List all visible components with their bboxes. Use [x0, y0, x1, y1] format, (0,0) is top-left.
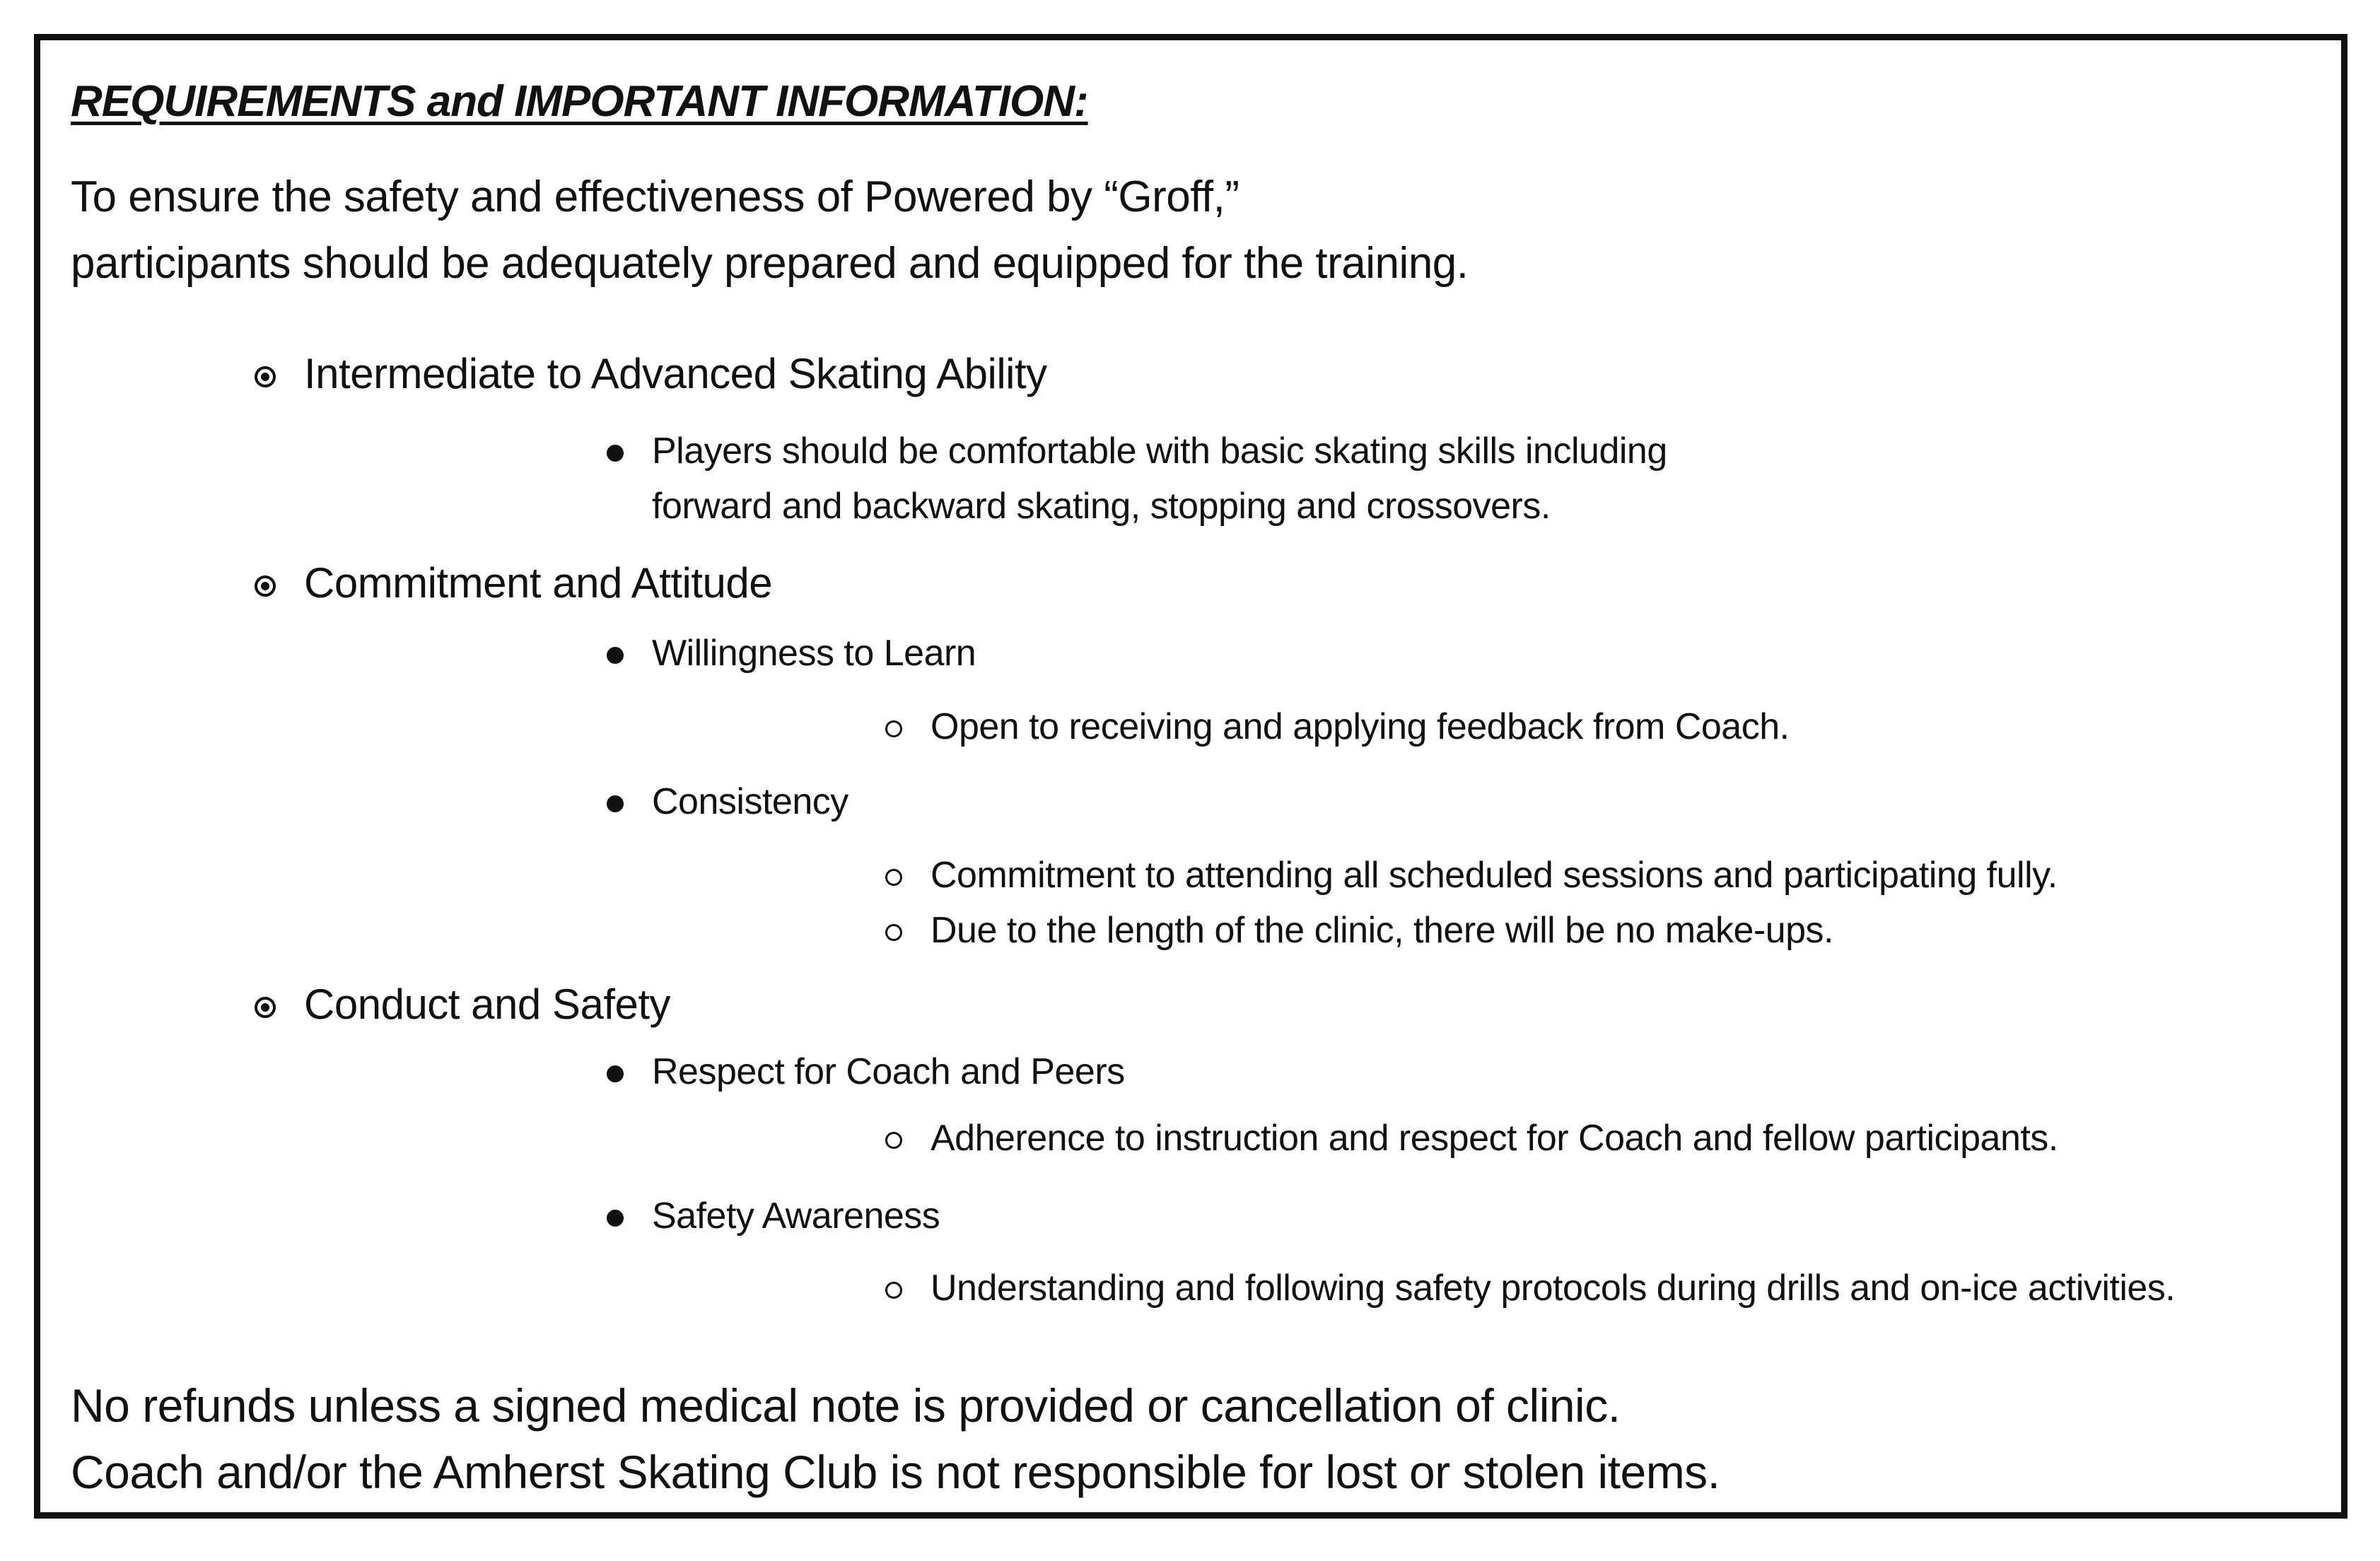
section-title: Conduct and Safety	[304, 981, 671, 1028]
sub-list-item	[885, 1117, 2058, 1159]
target-bullet-icon	[255, 575, 276, 597]
list-item-continuation: forward and backward skating, stopping and crossovers.	[652, 486, 1551, 527]
list-item-text: Safety Awareness	[652, 1195, 940, 1236]
circle-bullet-icon	[885, 869, 902, 886]
section-conduct-safety	[255, 980, 670, 1029]
section-intermediate-skating	[255, 349, 1047, 398]
list-item-text: Willingness to Learn	[652, 633, 976, 674]
sub-list-item-text: Adherence to instruction and respect for Coach and fellow participants.	[931, 1118, 2058, 1159]
list-item-text: Respect for Coach and Peers	[652, 1051, 1125, 1092]
target-bullet-icon	[255, 366, 276, 387]
disc-bullet-icon	[607, 795, 624, 812]
page-heading: REQUIREMENTS and IMPORTANT INFORMATION:	[71, 77, 1088, 126]
sub-list-item	[885, 706, 1790, 748]
section-title: Commitment and Attitude	[304, 559, 773, 607]
circle-bullet-icon	[885, 924, 902, 941]
sub-list-item-text: Open to receiving and applying feedback from Coach.	[931, 706, 1790, 747]
list-item	[607, 1051, 1125, 1093]
intro-line-2: participants should be adequately prepared and equipped for the training.	[71, 239, 1469, 288]
sub-list-item	[885, 1267, 2175, 1309]
list-item	[607, 430, 1667, 472]
target-bullet-icon	[255, 997, 276, 1018]
disc-bullet-icon	[607, 1210, 624, 1227]
list-item	[607, 780, 848, 823]
sub-list-item-text: Due to the length of the clinic, there will be no make-ups.	[931, 910, 1833, 951]
circle-bullet-icon	[885, 1282, 902, 1299]
sub-list-item-text: Understanding and following safety protocols during drills and on-ice activities.	[931, 1268, 2176, 1309]
list-item	[607, 1195, 940, 1237]
refund-policy: No refunds unless a signed medical note is provided or cancellation of clinic.	[71, 1379, 1621, 1432]
liability-notice: Coach and/or the Amherst Skating Club is not responsible for lost or stolen items.	[71, 1446, 1720, 1498]
sub-list-item	[885, 909, 1833, 952]
disc-bullet-icon	[607, 647, 624, 664]
circle-bullet-icon	[885, 720, 902, 737]
disc-bullet-icon	[607, 445, 624, 462]
disc-bullet-icon	[607, 1065, 624, 1082]
list-item	[607, 632, 976, 674]
list-item-text: Consistency	[652, 781, 848, 822]
circle-bullet-icon	[885, 1132, 902, 1149]
section-commitment-attitude	[255, 559, 772, 607]
intro-line-1: To ensure the safety and effectiveness of Powered by “Groff,”	[71, 173, 1239, 221]
list-item-text: Players should be comfortable with basic skating skills including	[652, 431, 1667, 472]
sub-list-item	[885, 854, 2058, 896]
sub-list-item-text: Commitment to attending all scheduled sessions and participating fully.	[931, 855, 2058, 896]
section-title: Intermediate to Advanced Skating Ability	[304, 350, 1047, 397]
